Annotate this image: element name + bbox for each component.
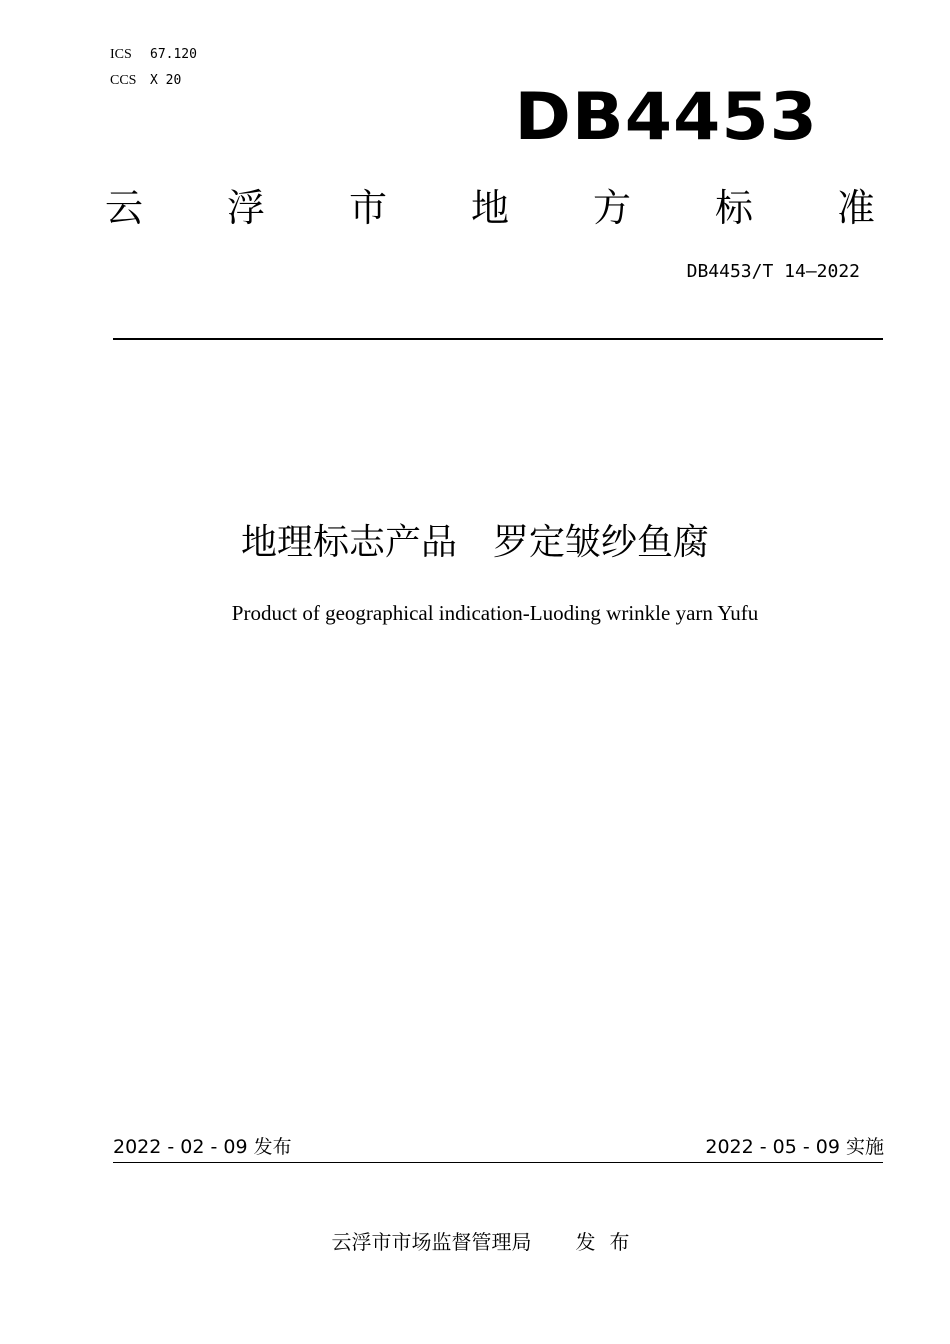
standard-type-char: 方 <box>592 186 631 230</box>
ccs-classification <box>110 72 181 89</box>
standard-type-char: 浮 <box>226 186 265 230</box>
standard-code-logo: DB4453 <box>514 80 818 156</box>
standard-type-char: 准 <box>836 186 875 230</box>
standard-type-char: 云 <box>104 186 143 230</box>
ccs-value: X 20 <box>150 73 182 88</box>
ics-label: ICS <box>110 47 132 62</box>
standard-number: DB4453/T 14—2022 <box>686 261 860 282</box>
standard-type-char: 标 <box>714 186 753 230</box>
ics-classification <box>110 46 197 63</box>
standard-type-char: 地 <box>470 186 509 230</box>
document-title-english: Product of geographical indication-Luoding wrinkle yarn Yufu <box>231 601 759 625</box>
issuer-action: 发布 <box>575 1230 644 1254</box>
issue-date: 2022 - 02 - 09 发布 <box>113 1136 292 1158</box>
ics-value: 67.120 <box>150 47 197 62</box>
header-divider <box>113 338 883 340</box>
standard-type-char: 市 <box>348 186 387 230</box>
issuer-name: 云浮市市场监督管理局 <box>331 1230 532 1254</box>
footer-divider <box>113 1162 883 1163</box>
standard-type-heading <box>104 180 876 236</box>
document-title-chinese: 地理标志产品 罗定皱纱鱼腐 <box>240 522 709 563</box>
issuer-line <box>0 1226 950 1258</box>
implementation-date: 2022 - 05 - 09 实施 <box>705 1136 884 1158</box>
ccs-label: CCS <box>110 73 137 88</box>
